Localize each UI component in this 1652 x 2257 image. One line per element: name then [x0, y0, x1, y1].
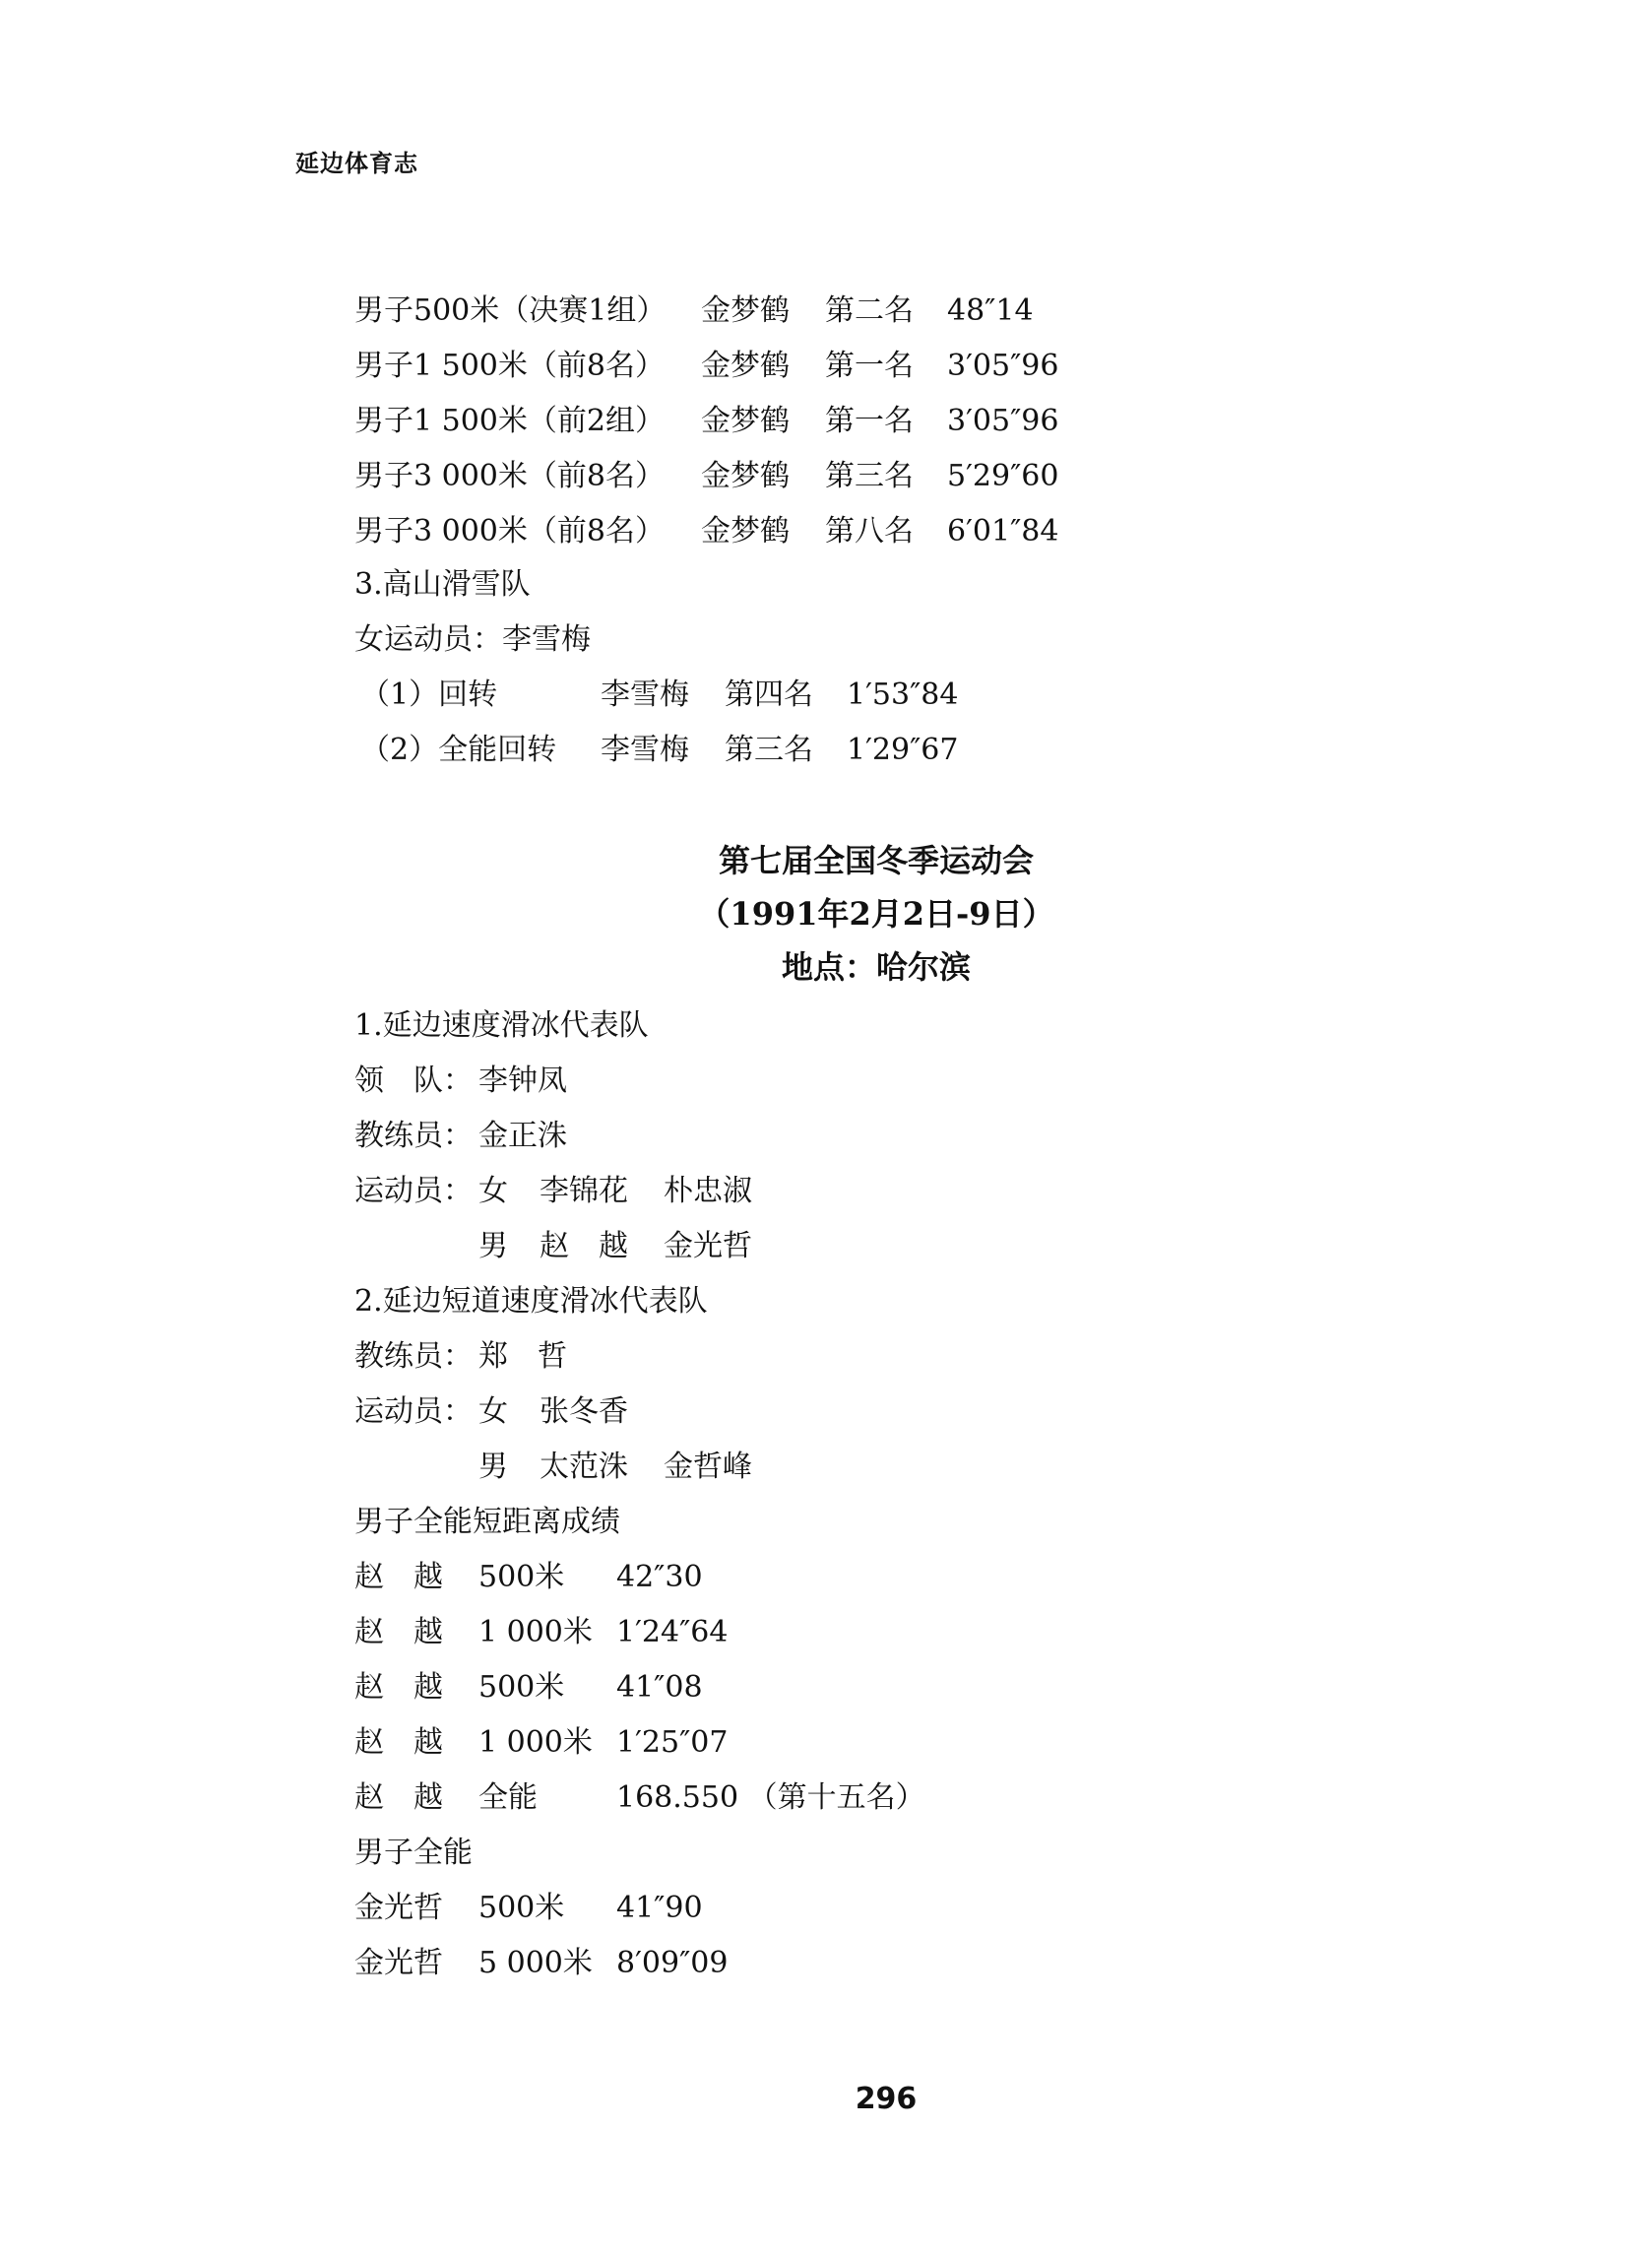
- games-dates: （1991年2月2日-9日）: [698, 895, 1054, 933]
- women-label: 女: [478, 1394, 508, 1429]
- event-name: 500米: [478, 1891, 565, 1925]
- coach-label: 教练员：: [354, 1339, 473, 1374]
- athlete-name: 赵 越: [354, 1615, 443, 1649]
- placement: 第三名: [725, 733, 813, 767]
- result-time: 8′09″09: [616, 1946, 729, 1980]
- alpine-athletes: 女运动员：李雪梅: [354, 622, 591, 657]
- athletes-label: 运动员：: [354, 1174, 473, 1208]
- event-name: 1 000米: [478, 1725, 593, 1760]
- page-number: 296: [855, 2082, 918, 2116]
- placement: 第四名: [725, 677, 813, 712]
- result-time: 41″08: [616, 1670, 703, 1705]
- result-time: 48″14: [947, 293, 1034, 328]
- placement: 第一名: [825, 349, 914, 383]
- event-name: 男子500米（决赛1组）: [354, 293, 667, 328]
- event-name: 500米: [478, 1560, 565, 1594]
- athlete-name: 金哲峰: [664, 1450, 752, 1484]
- event-name: 男子1 500米（前8名）: [354, 349, 665, 383]
- games-title: 第七届全国冬季运动会: [718, 842, 1034, 879]
- athlete-name: 太范洙: [540, 1450, 628, 1484]
- leader-label: 领 队：: [354, 1064, 473, 1098]
- result-time: 3′05″96: [947, 404, 1059, 438]
- result-time: 1′53″84: [847, 677, 959, 712]
- athlete-name: 朴忠淑: [664, 1174, 752, 1208]
- result-time: 1′24″64: [616, 1615, 729, 1649]
- athlete-name: 赵 越: [354, 1560, 443, 1594]
- games-location: 地点：哈尔滨: [781, 948, 971, 986]
- athlete-name: 赵 越: [354, 1725, 443, 1760]
- event-name: 男子3 000米（前8名）: [354, 459, 665, 493]
- men-label: 男: [478, 1450, 508, 1484]
- event-name: 男子1 500米（前2组）: [354, 404, 665, 438]
- event-name: 男子3 000米（前8名）: [354, 514, 665, 548]
- women-label: 女: [478, 1174, 508, 1208]
- result-time: 1′29″67: [847, 733, 959, 767]
- event-name: （1）回转: [360, 677, 498, 712]
- athlete-name: 金梦鹤: [701, 459, 790, 493]
- athlete-name: 金光哲: [354, 1891, 443, 1925]
- athlete-name: 金梦鹤: [701, 293, 790, 328]
- event-name: 全能: [478, 1780, 538, 1815]
- athlete-name: 金光哲: [354, 1946, 443, 1980]
- athlete-name: 赵 越: [354, 1780, 443, 1815]
- coach-name: 郑 哲: [478, 1339, 567, 1374]
- athlete-name: 金光哲: [664, 1229, 752, 1263]
- athletes-label: 运动员：: [354, 1394, 473, 1429]
- men-label: 男: [478, 1229, 508, 1263]
- leader-name: 李钟凤: [478, 1064, 567, 1098]
- athlete-name: 金梦鹤: [701, 514, 790, 548]
- alpine-team-title: 3.高山滑雪队: [354, 567, 531, 602]
- athlete-name: 李雪梅: [601, 677, 689, 712]
- coach-label: 教练员：: [354, 1119, 473, 1153]
- event-name: 500米: [478, 1670, 565, 1705]
- result-time: 41″90: [616, 1891, 703, 1925]
- athlete-name: 金梦鹤: [701, 404, 790, 438]
- placement: 第二名: [825, 293, 914, 328]
- result-time: 6′01″84: [947, 514, 1059, 548]
- men-allround-title: 男子全能: [354, 1836, 473, 1870]
- placement: 第三名: [825, 459, 914, 493]
- result-time: 1′25″07: [616, 1725, 729, 1760]
- athlete-name: 赵 越: [354, 1670, 443, 1705]
- athlete-name: 赵 越: [540, 1229, 628, 1263]
- men-sprint-title: 男子全能短距离成绩: [354, 1505, 620, 1539]
- event-name: （2）全能回转: [360, 733, 557, 767]
- event-name: 1 000米: [478, 1615, 593, 1649]
- placement: 第八名: [825, 514, 914, 548]
- running-header: 延边体育志: [295, 150, 418, 177]
- result-time: 3′05″96: [947, 349, 1059, 383]
- athlete-name: 张冬香: [540, 1394, 628, 1429]
- result-time: 42″30: [616, 1560, 703, 1594]
- athlete-name: 李锦花: [540, 1174, 628, 1208]
- short-track-team-title: 2.延边短道速度滑冰代表队: [354, 1284, 708, 1319]
- result-time: 5′29″60: [947, 459, 1059, 493]
- placement: 第一名: [825, 404, 914, 438]
- athlete-name: 金梦鹤: [701, 349, 790, 383]
- speed-team-title: 1.延边速度滑冰代表队: [354, 1008, 649, 1043]
- event-name: 5 000米: [478, 1946, 593, 1980]
- coach-name: 金正洙: [478, 1119, 567, 1153]
- result-score: 168.550 （第十五名）: [616, 1780, 925, 1815]
- athlete-name: 李雪梅: [601, 733, 689, 767]
